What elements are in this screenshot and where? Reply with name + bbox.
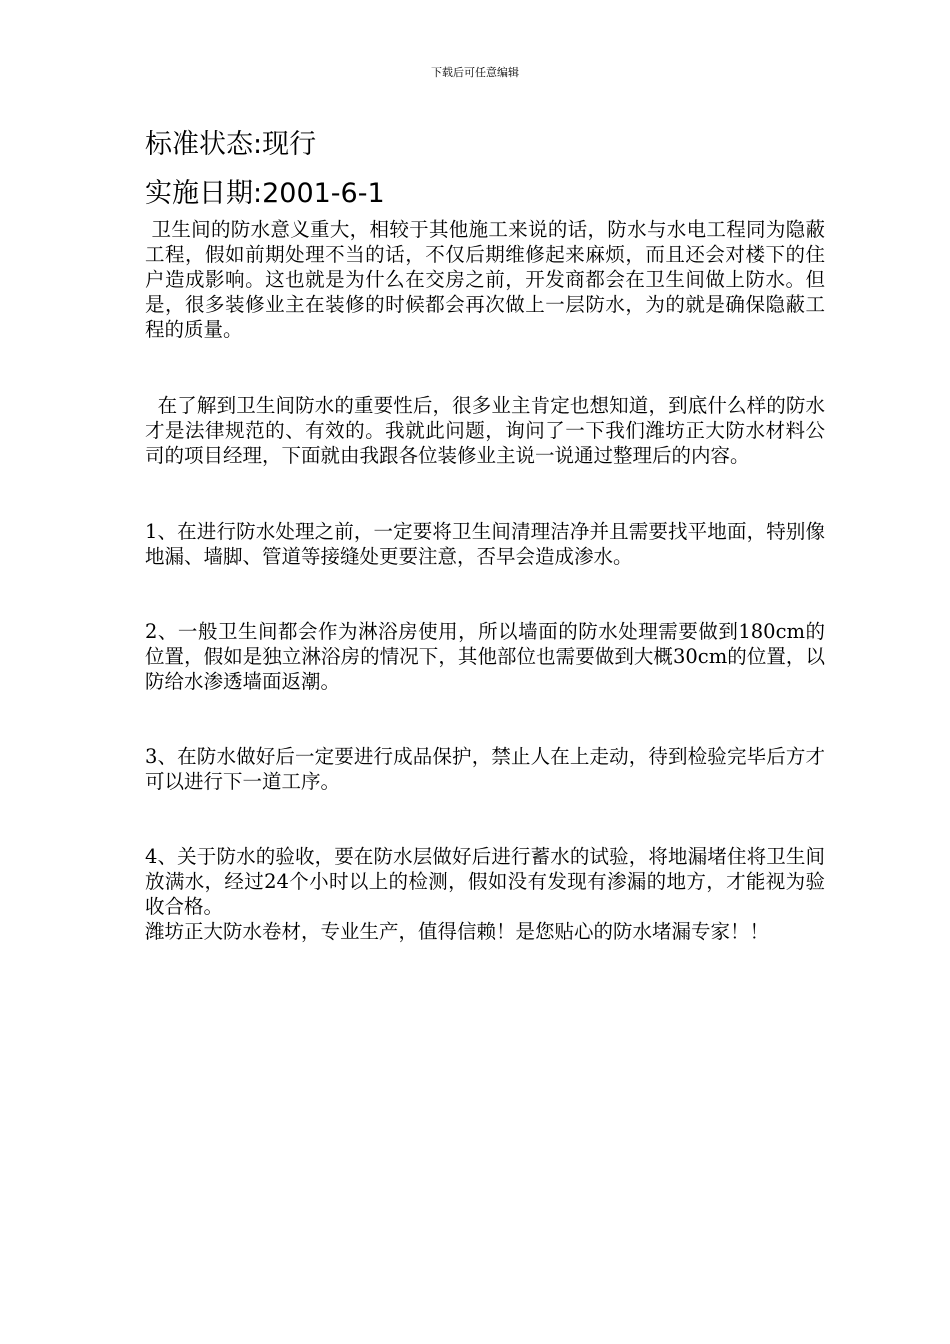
intro-paragraph: 卫生间的防水意义重大，相较于其他施工来说的话，防水与水电工程同为隐蔽工程，假如前期处理不当的话，不仅后期维修起来麻烦，而且还会对楼下的住户造成影响。这也就是为什么在交房之前，开发商都会在卫生间做上防水。但是，很多装修业主在装修的时候都会再次做上一层防水，为的就是确保隐蔽工程的质量。 [145,218,825,341]
closing-slogan-paragraph: 潍坊正大防水卷材，专业生产，值得信赖！是您贴心的防水堵漏专家！！ [145,920,770,943]
context-paragraph: 在了解到卫生间防水的重要性后，很多业主肯定也想知道，到底什么样的防水才是法律规范的、有效的。我就此问题，询问了一下我们潍坊正大防水材料公司的项目经理，下面就由我跟各位装修业主说一说通过整理后的内容。 [145,394,825,467]
document-body [145,128,825,944]
step-1-paragraph: 1、在进行防水处理之前，一定要将卫生间清理洁净并且需要找平地面，特别像地漏、墙脚、管道等接缝处更要注意，否早会造成渗水。 [145,520,825,568]
step-4-paragraph: 4、关于防水的验收，要在防水层做好后进行蓄水的试验，将地漏堵住将卫生间放满水，经过24个小时以上的检测，假如没有发现有渗漏的地方，才能视为验收合格。 [145,845,825,918]
effective-date-line: 实施日期:2001-6-1 [145,178,385,209]
step-2-paragraph: 2、一般卫生间都会作为淋浴房使用，所以墙面的防水处理需要做到180cm的位置，假如是独立淋浴房的情况下，其他部位也需要做到大概30cm的位置，以防给水渗透墙面返潮。 [145,620,825,693]
page-header-note: 下载后可任意编辑 [431,66,519,79]
standard-status-line: 标准状态:现行 [145,129,317,160]
step-3-paragraph: 3、在防水做好后一定要进行成品保护，禁止人在上走动，待到检验完毕后方才可以进行下一道工序。 [145,745,825,793]
